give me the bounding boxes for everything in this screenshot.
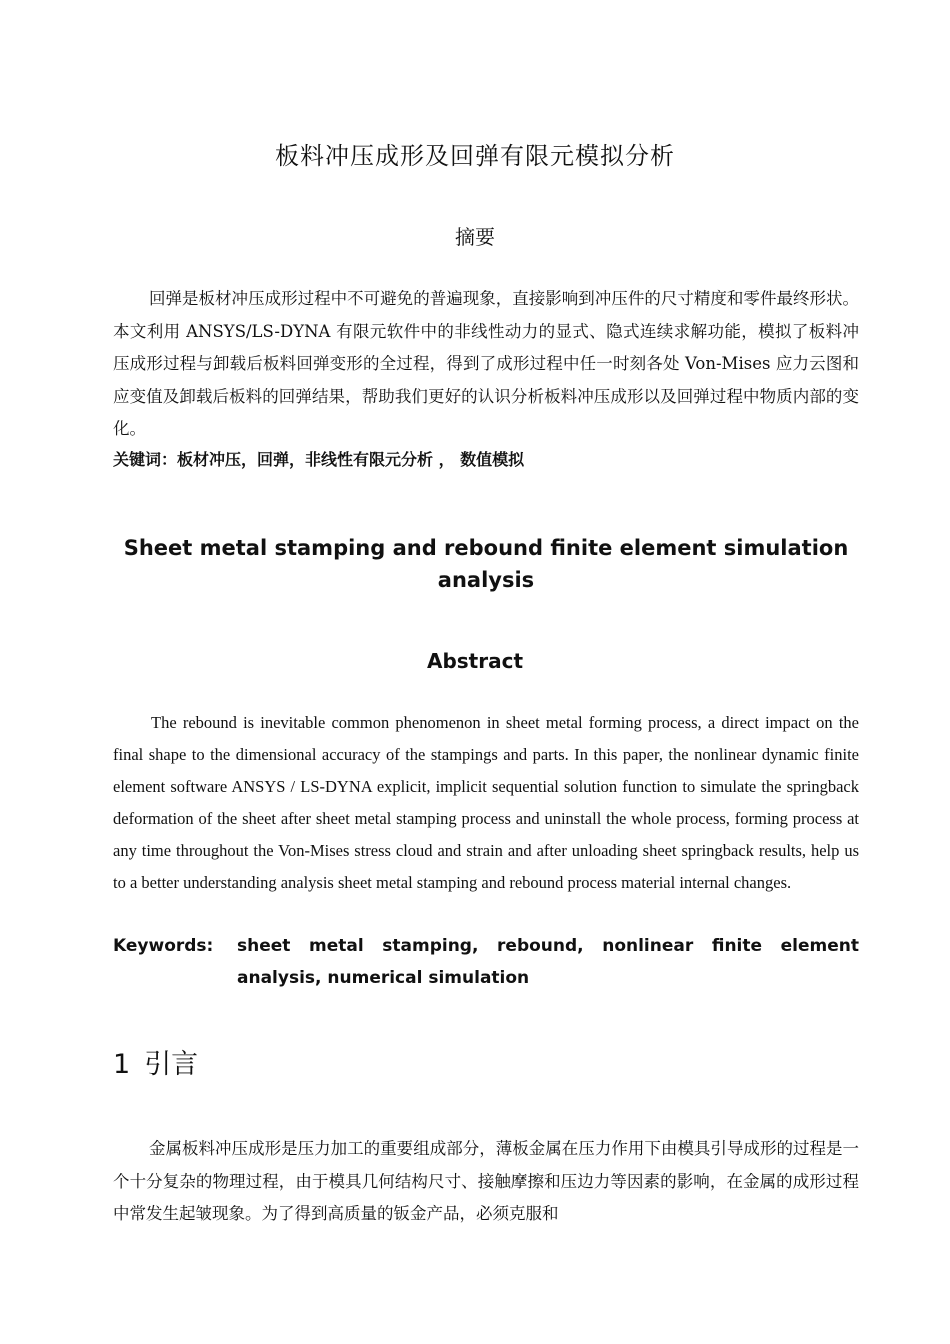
english-abstract-body: The rebound is inevitable common phenomenon in sheet metal forming process, a direct impact on the final shape to the dimensional accuracy of the stampings and parts. In this paper, the nonlinear dynamic finite element software ANSYS / LS-DYNA explicit, implicit sequential solution function to simulate the springback deformation of the sheet after sheet metal stamping process and uninstall the whole process, forming process at any time throughout the Von-Mises stress cloud and strain and after unloading sheet springback results, help us to a better understanding analysis sheet metal stamping and rebound process material internal changes. xyxy=(113,713,859,892)
chinese-abstract-body: 回弹是板材冲压成形过程中不可避免的普遍现象，直接影响到冲压件的尺寸精度和零件最终形状。本文利用 ANSYS/LS-DYNA 有限元软件中的非线性动力的显式、隐式连续求解功能，模拟了板料冲压成形过程与卸载后板料回弹变形的全过程，得到了成形过程中任一时刻各处 Von-Mises 应力云图和应变值及卸载后板料的回弹结果，帮助我们更好的认识分析板料冲压成形以及回弹过程中物质内部的变化。 xyxy=(113,289,859,438)
english-keywords xyxy=(113,930,859,994)
chinese-abstract-heading: 摘要 xyxy=(455,225,495,249)
introduction-paragraph: 金属板料冲压成形是压力加工的重要组成部分，薄板金属在压力作用下由模具引导成形的过程是一个十分复杂的物理过程，由于模具几何结构尺寸、接触摩擦和压边力等因素的影响，在金属的成形过程中常发生起皱现象。为了得到高质量的钣金产品，必须克服和 xyxy=(113,1139,859,1223)
english-paper-title: Sheet metal stamping and rebound finite element simulation analysis xyxy=(123,536,849,592)
section-heading-introduction xyxy=(113,1045,198,1085)
chinese-keywords: 关键词：板材冲压，回弹，非线性有限元分析 ， 数值模拟 xyxy=(113,450,525,469)
section-title: 引言 xyxy=(144,1049,199,1080)
chinese-paper-title: 板料冲压成形及回弹有限元模拟分析 xyxy=(275,142,675,170)
english-abstract-heading: Abstract xyxy=(426,649,524,673)
english-keywords-label: Keywords: xyxy=(113,936,214,956)
section-number: 1 xyxy=(113,1049,131,1080)
english-keywords-value: sheet metal stamping, rebound, nonlinear finite element analysis, numerical simulation xyxy=(237,936,859,988)
